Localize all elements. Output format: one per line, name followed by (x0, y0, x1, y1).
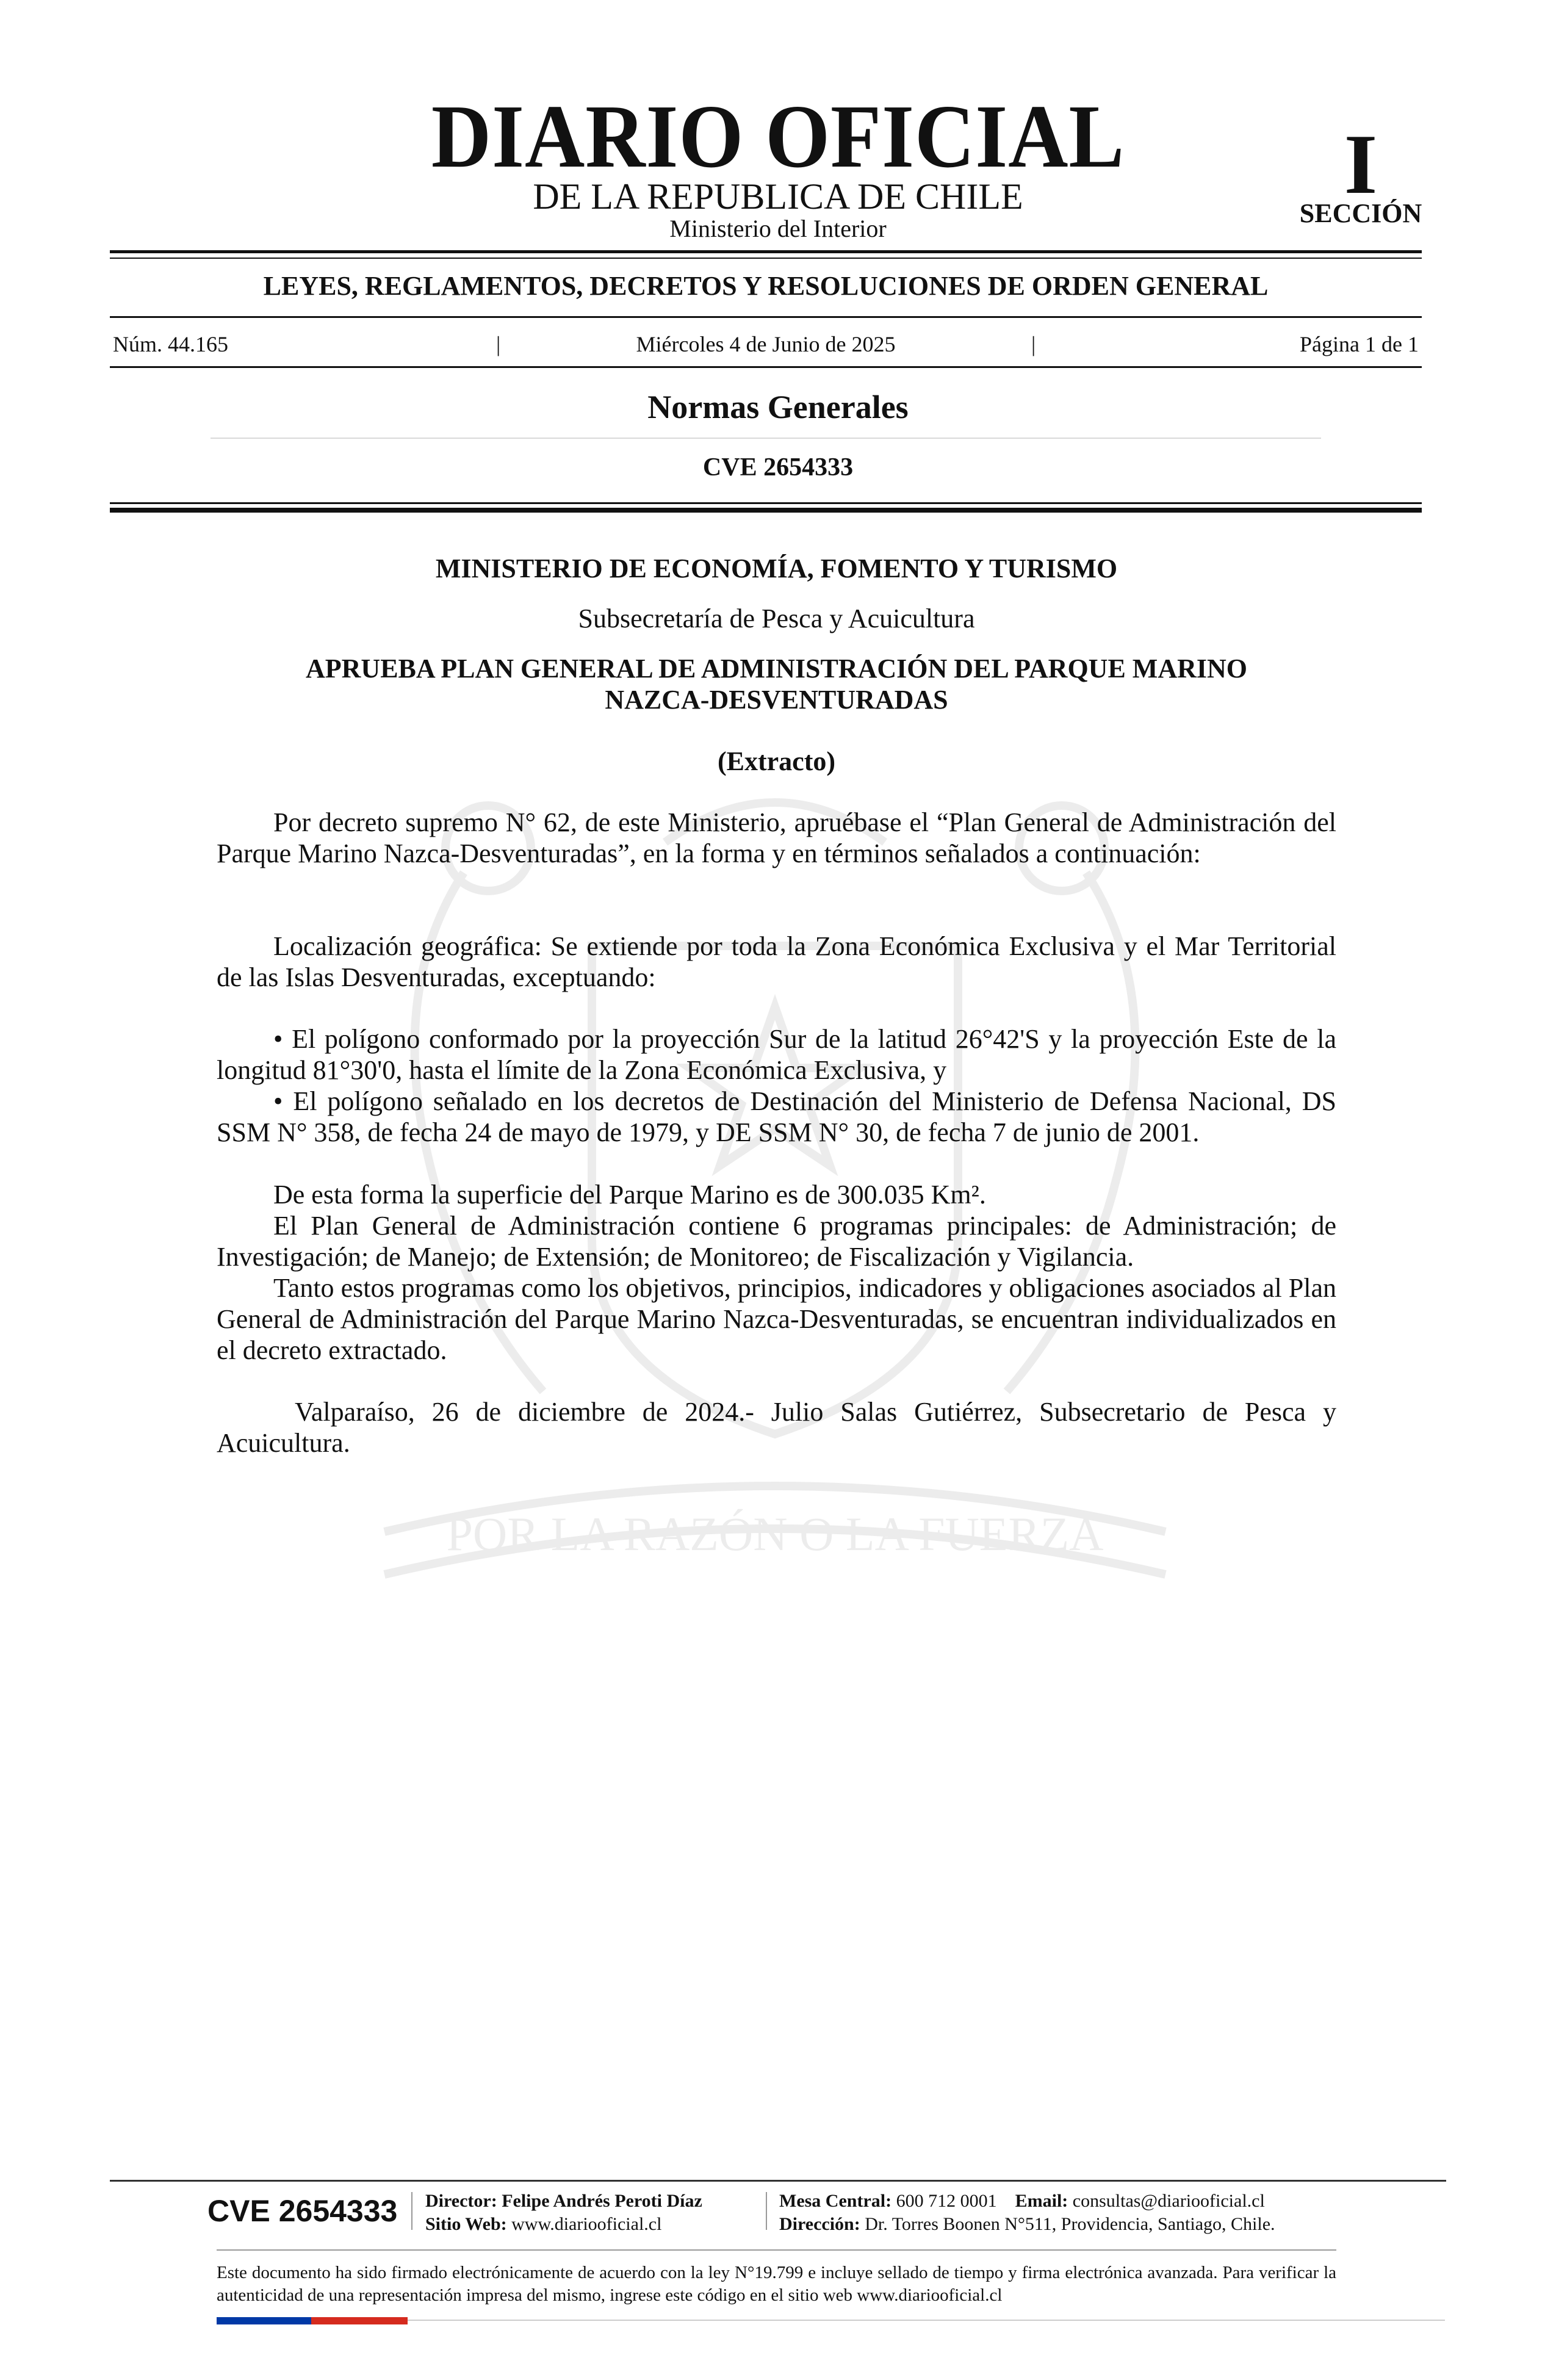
phone-number: 600 712 0001 (896, 2191, 997, 2211)
paragraph-decree (217, 807, 1336, 869)
paragraph-location (217, 931, 1336, 993)
footer-bottom-line (408, 2320, 1445, 2321)
director-name: Felipe Andrés Peroti Díaz (502, 2191, 702, 2211)
category-heading: LEYES, REGLAMENTOS, DECRETOS Y RESOLUCIONES DE ORDEN GENERAL (263, 271, 1269, 301)
info-separator: | (496, 332, 501, 356)
summary-paragraphs (217, 1179, 1336, 1366)
watermark-motto: POR LA RAZÓN O LA FUERZA (446, 1507, 1104, 1560)
director-label: Director: (425, 2191, 497, 2211)
paragraph-text: Localización geográfica: Se extiende por toda la Zona Económica Exclusiva y el Mar Territorial de las Islas Desventuradas, exceptuando: (217, 931, 1336, 992)
address-label: Dirección: (779, 2214, 860, 2234)
issue-date: Miércoles 4 de Junio de 2025 (636, 332, 896, 356)
list-item: • El polígono conformado por la proyección Sur de la latitud 26°42'S y la proyección Este de la longitud 81°30'0, hasta el límite de la Zona Económica Exclusiva, y (217, 1024, 1336, 1085)
footer-director-block (425, 2190, 702, 2236)
section-label: SECCIÓN (1299, 198, 1422, 228)
footer-legal-notice: Este documento ha sido firmado electrónicamente de acuerdo con la ley N°19.799 e incluye sellado de tiempo y firma electrónica avanzada. Para verificar la autenticidad de una representación impresa del mismo, ingrese este código en el sitio web www.diariooficial.cl (217, 2263, 1336, 2305)
decree-title (217, 653, 1336, 715)
footer-divider (217, 2249, 1336, 2251)
subsecretaria-heading: Subsecretaría de Pesca y Acuicultura (578, 604, 975, 633)
paragraph-text: Valparaíso, 26 de diciembre de 2024.- Julio Salas Gutiérrez, Subsecretario de Pesca y Acuicultura. (217, 1397, 1336, 1458)
phone-label: Mesa Central: (779, 2191, 892, 2211)
footer-cve: CVE 2654333 (207, 2194, 398, 2228)
infobar-rule (110, 366, 1422, 368)
masthead-subtitle: DE LA REPUBLICA DE CHILE (533, 176, 1023, 217)
site-label: Sitio Web: (425, 2214, 507, 2234)
footer-rule (110, 2180, 1446, 2182)
header-rule-thin (110, 502, 1422, 504)
ministry-heading: MINISTERIO DE ECONOMÍA, FOMENTO Y TURISMO (435, 554, 1118, 583)
paragraph-text: Tanto estos programas como los objetivos, principios, indicadores y obligaciones asociados al Plan General de Administración del Parque Marino Nazca-Desventuradas, se encuentran individualizados en el decreto extractado. (217, 1273, 1336, 1365)
masthead-ministry: Ministerio del Interior (669, 215, 887, 242)
decree-title-line-2: NAZCA-DESVENTURADAS (605, 685, 948, 715)
header-rule-thick (110, 508, 1422, 513)
issue-number: Núm. 44.165 (113, 332, 228, 356)
address-text: Dr. Torres Boonen N°511, Providencia, Santiago, Chile. (865, 2214, 1275, 2234)
footer-contact-block (779, 2190, 1275, 2236)
footer-separator (766, 2192, 767, 2230)
email-label: Email: (1015, 2191, 1068, 2211)
category-rule (110, 316, 1422, 318)
email-link[interactable]: consultas@diariooficial.cl (1072, 2191, 1265, 2211)
site-link[interactable]: www.diariooficial.cl (511, 2214, 662, 2234)
info-separator: | (1031, 332, 1036, 356)
paragraph-text: El Plan General de Administración contiene 6 programas principales: de Administración; de Investigación; de Manejo; de Extensión; de Monitoreo; de Fiscalización y Vigilancia. (217, 1211, 1336, 1272)
paragraph-text: De esta forma la superficie del Parque Marino es de 300.035 Km². (273, 1180, 986, 1210)
section-number: I (1344, 117, 1378, 212)
masthead-rule-thin (110, 258, 1422, 259)
decree-title-line-1: APRUEBA PLAN GENERAL DE ADMINISTRACIÓN DEL PARQUE MARINO (305, 654, 1247, 683)
paragraph-text: Por decreto supremo N° 62, de este Ministerio, apruébase el “Plan General de Administración del Parque Marino Nazca-Desventuradas”, en la forma y en términos señalados a continuación: (217, 807, 1336, 868)
section-title: Normas Generales (647, 389, 909, 425)
page-indicator: Página 1 de 1 (1300, 332, 1419, 356)
exception-list (217, 1023, 1336, 1148)
masthead-rule-thick (110, 250, 1422, 253)
extract-label: (Extracto) (717, 746, 835, 776)
list-item: • El polígono señalado en los decretos de Destinación del Ministerio de Defensa Nacional, DS SSM N° 358, de fecha 24 de mayo de 1979, y DE SSM N° 30, de fecha 7 de junio de 2001. (217, 1086, 1336, 1147)
footer-separator (411, 2192, 412, 2230)
masthead-title: DIARIO OFICIAL (431, 87, 1125, 187)
flag-stripe-red (311, 2317, 408, 2324)
cve-code: CVE 2654333 (702, 453, 854, 481)
flag-stripe-blue (217, 2317, 311, 2324)
section-divider (211, 438, 1321, 439)
signature-paragraph (217, 1396, 1336, 1459)
